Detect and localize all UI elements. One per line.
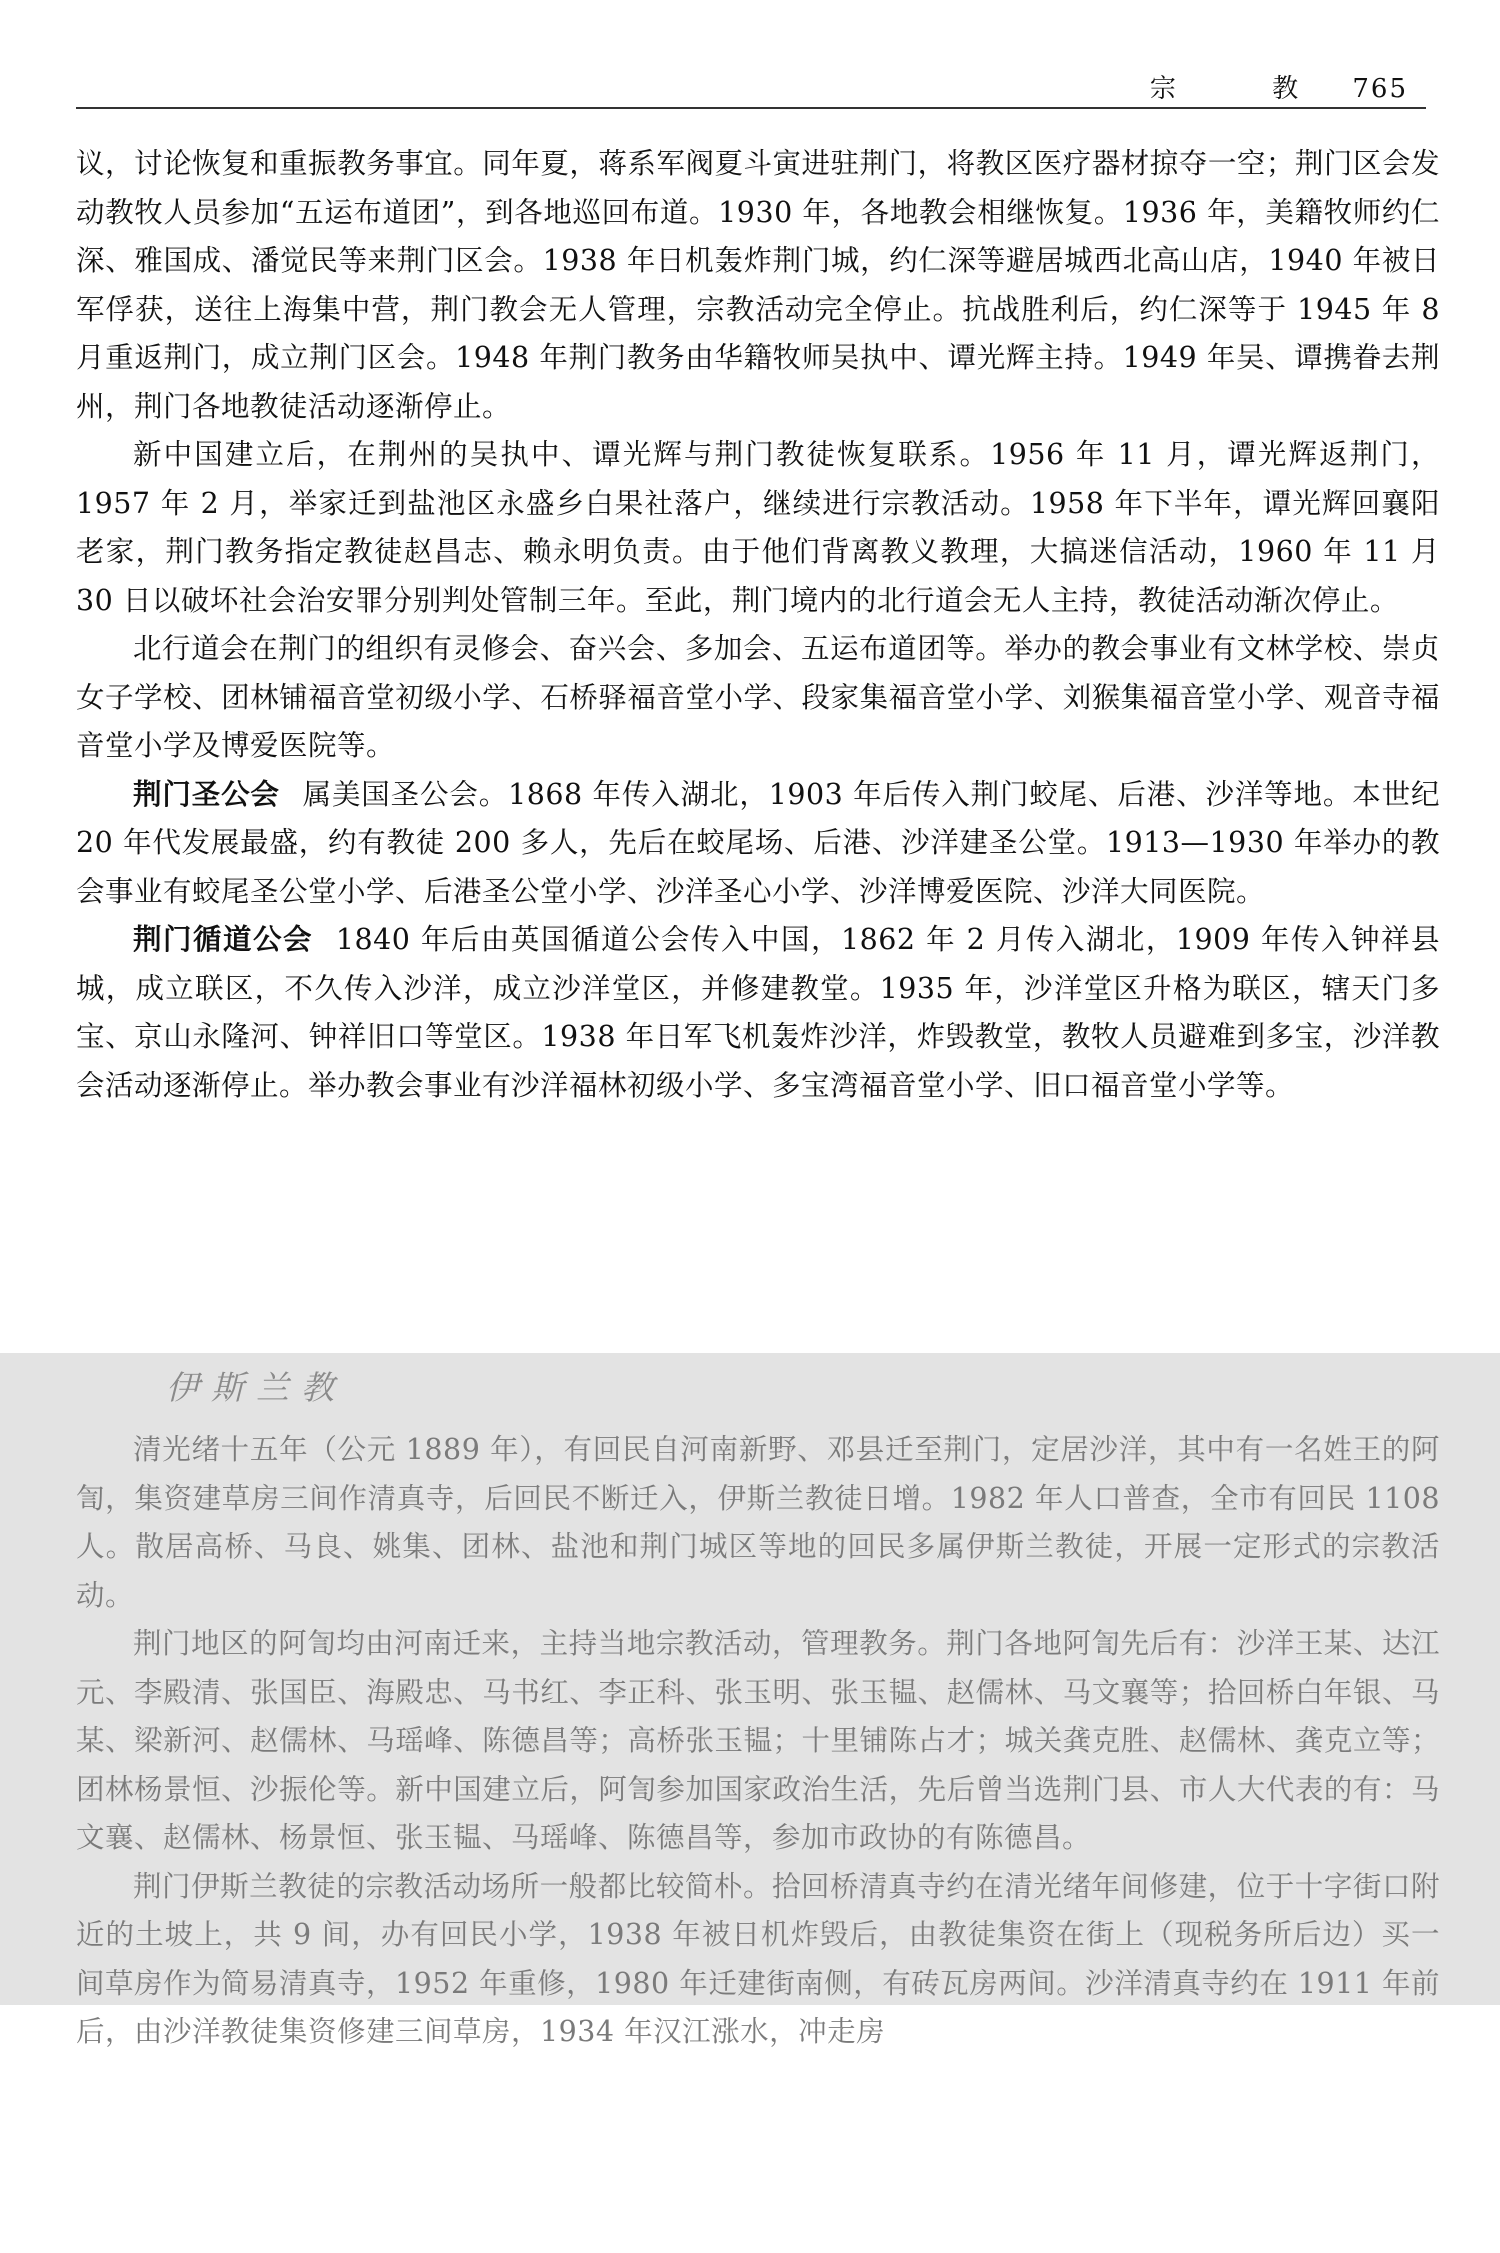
paragraph-text: 荆门伊斯兰教徒的宗教活动场所一般都比较简朴。拾回桥清真寺约在清光绪年间修建，位于十字街口附近的土坡上，共 9 间，办有回民小学，1938 年被日机炸毁后，由教徒集资在街上（现税务所后边）买一间草房作为简易清真寺，1952 年重修，1980 年迁建街南侧，有砖瓦房两间。沙洋清真寺约在 1911 年前后，由沙洋教徒集资修建三间草房，1934 年汉江涨水，冲走房 bbox=[76, 1869, 1440, 2048]
entry-term: 荆门圣公会 bbox=[133, 777, 280, 811]
paragraph bbox=[76, 431, 1440, 625]
paragraph bbox=[76, 625, 1440, 771]
entry-term: 荆门循道公会 bbox=[133, 923, 314, 956]
paragraph bbox=[76, 140, 1440, 431]
islam-section bbox=[76, 1358, 1440, 2057]
paragraph bbox=[76, 1863, 1440, 2057]
header-text bbox=[1150, 68, 1408, 105]
paragraph bbox=[76, 1426, 1440, 1620]
section-title: 伊斯兰教 bbox=[166, 1368, 346, 1407]
paragraph bbox=[76, 1620, 1440, 1863]
paragraph-text: 清光绪十五年（公元 1889 年），有回民自河南新野、邓县迁至荆门，定居沙洋，其中有一名姓王的阿訇，集资建草房三间作清真寺，后回民不断迁入，伊斯兰教徒日增。1982 年人口普查，全市有回民 1108 人。散居高桥、马良、姚集、团林、盐池和荆门城区等地的回民多属伊斯兰教徒，开展一定形式的宗教活动。 bbox=[76, 1433, 1440, 1612]
header-category: 宗 教 bbox=[1149, 74, 1343, 104]
paragraph-text: 1840 年后由英国循道公会传入中国，1862 年 2 月传入湖北，1909 年传入钟祥县城，成立联区，不久传入沙洋，成立沙洋堂区，并修建教堂。1935 年，沙洋堂区升格为联区，辖天门多宝、京山永隆河、钟祥旧口等堂区。1938 年日军飞机轰炸沙洋，炸毁教堂，教牧人员避难到多宝，沙洋教会活动逐渐停止。举办教会事业有沙洋福林初级小学、多宝湾福音堂小学、旧口福音堂小学等。 bbox=[76, 923, 1440, 1102]
body-text bbox=[76, 140, 1440, 1110]
paragraph-text: 北行道会在荆门的组织有灵修会、奋兴会、多加会、五运布道团等。举办的教会事业有文林学校、崇贞女子学校、团林铺福音堂初级小学、石桥驿福音堂小学、段家集福音堂小学、刘猴集福音堂小学、观音寺福音堂小学及博爱医院等。 bbox=[76, 632, 1440, 762]
paragraph bbox=[76, 771, 1440, 917]
paragraph-text: 议，讨论恢复和重振教务事宜。同年夏，蒋系军阀夏斗寅进驻荆门，将教区医疗器材掠夺一空；荆门区会发动教牧人员参加“五运布道团”，到各地巡回布道。1930 年，各地教会相继恢复。1936 年，美籍牧师约仁深、雅国成、潘觉民等来荆门区会。1938 年日机轰炸荆门城，约仁深等避居城西北高山店，1940 年被日军俘获，送往上海集中营，荆门教会无人管理，宗教活动完全停止。抗战胜利后，约仁深等于 1945 年 8 月重返荆门，成立荆门区会。1948 年荆门教务由华籍牧师吴执中、谭光辉主持。1949 年吴、谭携眷去荆州，荆门各地教徒活动逐渐停止。 bbox=[76, 147, 1440, 423]
paragraph bbox=[76, 916, 1440, 1110]
running-header bbox=[76, 62, 1426, 112]
paragraph-text: 荆门地区的阿訇均由河南迁来，主持当地宗教活动，管理教务。荆门各地阿訇先后有：沙洋王某、达江元、李殿清、张国臣、海殿忠、马书红、李正科、张玉明、张玉韫、赵儒林、马文襄等；拾回桥白年银、马某、梁新河、赵儒林、马瑶峰、陈德昌等；高桥张玉韫；十里铺陈占才；城关龚克胜、赵儒林、龚克立等；团林杨景恒、沙振伦等。新中国建立后，阿訇参加国家政治生活，先后曾当选荆门县、市人大代表的有：马文襄、赵儒林、杨景恒、张玉韫、马瑶峰、陈德昌等，参加市政协的有陈德昌。 bbox=[76, 1627, 1440, 1854]
page-number: 765 bbox=[1352, 74, 1408, 104]
paragraph-text: 属美国圣公会。1868 年传入湖北，1903 年后传入荆门蛟尾、后港、沙洋等地。本世纪 20 年代发展最盛，约有教徒 200 多人，先后在蛟尾场、后港、沙洋建圣公堂。1913—1930 年举办的教会事业有蛟尾圣公堂小学、后港圣公堂小学、沙洋圣心小学、沙洋博爱医院、沙洋大同医院。 bbox=[76, 777, 1440, 908]
header-rule bbox=[76, 107, 1426, 109]
paragraph-text: 新中国建立后，在荆州的吴执中、谭光辉与荆门教徒恢复联系。1956 年 11 月，谭光辉返荆门，1957 年 2 月，举家迁到盐池区永盛乡白果社落户，继续进行宗教活动。1958 年下半年，谭光辉回襄阳老家，荆门教务指定教徒赵昌志、赖永明负责。由于他们背离教义教理，大搞迷信活动，1960 年 11 月 30 日以破坏社会治安罪分别判处管制三年。至此，荆门境内的北行道会无人主持，教徒活动渐次停止。 bbox=[76, 438, 1440, 617]
